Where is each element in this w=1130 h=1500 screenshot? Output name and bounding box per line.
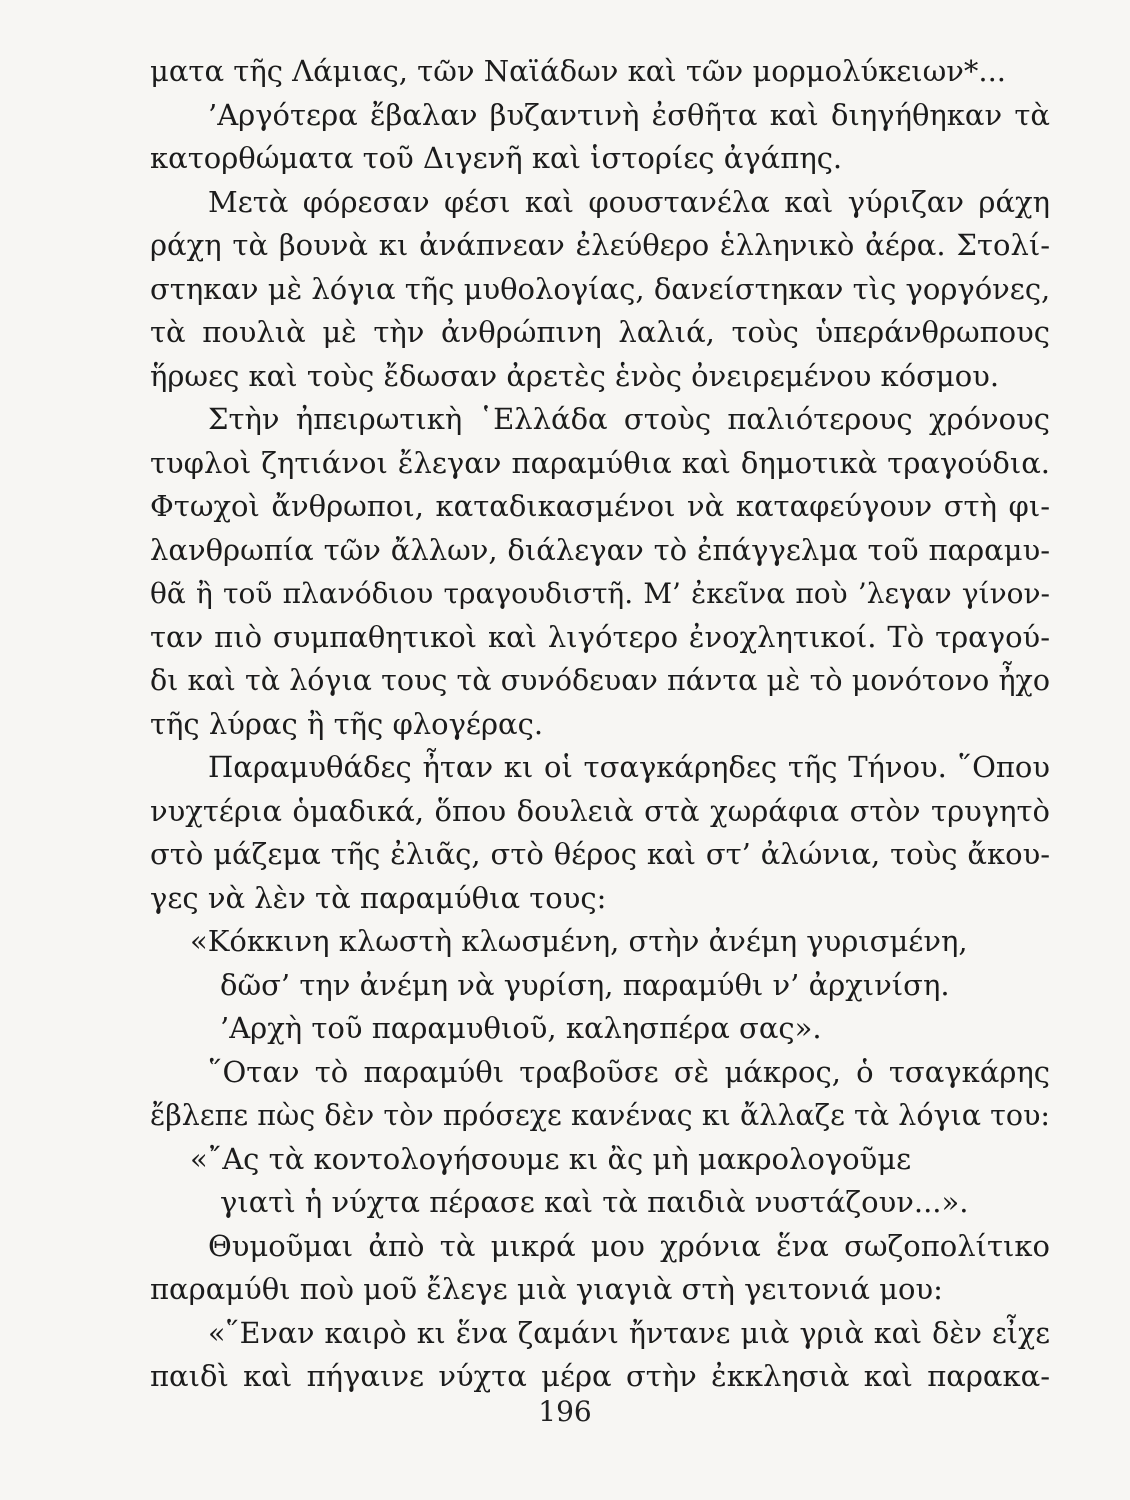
text-line: τὰ πουλιὰ μὲ τὴν ἀνθρώπινη λαλιά, τοὺς ὑπεράνθρωπους [150, 315, 1050, 349]
text-line: ῞Οταν τὸ παραμύθι τραβοῦσε σὲ μάκρος, ὁ τσαγκάρης [208, 1054, 1050, 1089]
text-line: τῆς λύρας ἢ τῆς φλογέρας. [150, 706, 544, 741]
page-text [150, 50, 1050, 1399]
text-line: λανθρωπία τῶν ἄλλων, διάλεγαν τὸ ἐπάγγελμα τοῦ παραμυ- [150, 532, 1050, 567]
text-line: Μετὰ φόρεσαν φέσι καὶ φουστανέλα καὶ γύριζαν ράχη [208, 184, 1050, 219]
text-line: ἔβλεπε πὼς δὲν τὸν πρόσεχε κανένας κι ἄλλαζε τὰ λόγια του: [150, 1099, 1050, 1132]
text-line: παραμύθι ποὺ μοῦ ἔλεγε μιὰ γιαγιὰ στὴ γειτονιά μου: [150, 1272, 943, 1306]
text-line: παιδὶ καὶ πήγαινε νύχτα μέρα στὴν ἐκκλησιὰ καὶ παρακα- [150, 1359, 1050, 1393]
text-line: ράχη τὰ βουνὰ κι ἀνάπνεαν ἐλεύθερο ἑλληνικὸ ἀέρα. Στολί- [150, 228, 1050, 262]
text-line: δῶσ’ την ἀνέμη νὰ γυρίση, παραμύθι ν’ ἀρχινίση. [220, 967, 950, 1002]
text-line: «Κόκκινη κλωστὴ κλωσμένη, στὴν ἀνέμη γυρισμένη, [190, 924, 968, 958]
text-line: τυφλοὶ ζητιάνοι ἔλεγαν παραμύθια καὶ δημοτικὰ τραγούδια. [150, 445, 1050, 480]
text-line: Θυμοῦμαι ἀπὸ τὰ μικρά μου χρόνια ἕνα σωζοπολίτικο [208, 1228, 1050, 1263]
text-line: γες νὰ λὲν τὰ παραμύθια τους: [150, 880, 607, 915]
text-line: ’Αργότερα ἔβαλαν βυζαντινὴ ἐσθῆτα καὶ διηγήθηκαν τὰ [208, 97, 1050, 132]
text-line: ’Αρχὴ τοῦ παραμυθιοῦ, καλησπέρα σας». [220, 1011, 822, 1045]
text-line: θᾶ ἢ τοῦ πλανόδιου τραγουδιστῆ. Μ’ ἐκεῖνα ποὺ ’λεγαν γίνον- [150, 577, 1050, 610]
text-line: νυχτέρια ὁμαδικά, ὅπου δουλειὰ στὰ χωράφια στὸν τρυγητὸ [150, 793, 1050, 828]
page-number: 196 [538, 1395, 592, 1428]
text-line: ταν πιὸ συμπαθητικοὶ καὶ λιγότερο ἐνοχλητικοί. Τὸ τραγού- [150, 619, 1050, 654]
text-line: ἥρωες καὶ τοὺς ἔδωσαν ἀρετὲς ἑνὸς ὀνειρεμένου κόσμου. [150, 358, 1000, 393]
text-line: στὸ μάζεμα τῆς ἐλιᾶς, στὸ θέρος καὶ στ’ ἀλώνια, τοὺς ἄκου- [150, 837, 1050, 871]
text-line: κατορθώματα τοῦ Διγενῆ καὶ ἱστορίες ἀγάπης. [150, 141, 843, 175]
text-line: δι καὶ τὰ λόγια τους τὰ συνόδευαν πάντα μὲ τὸ μονότονο ἦχο [150, 664, 1050, 697]
text-line: γιατὶ ἡ νύχτα πέρασε καὶ τὰ παιδιὰ νυστάζουν...». [220, 1185, 969, 1219]
text-line: «῞Εναν καιρὸ κι ἕνα ζαμάνι ἤντανε μιὰ γριὰ καὶ δὲν εἶχε [208, 1316, 1050, 1350]
text-line: Στὴν ἠπειρωτικὴ ῾Ελλάδα στοὺς παλιότερους χρόνους [208, 402, 1050, 436]
text-line: «῎Ας τὰ κοντολογήσουμε κι ἂς μὴ μακρολογοῦμε [190, 1141, 912, 1176]
text-line: Φτωχοὶ ἄνθρωποι, καταδικασμένοι νὰ καταφεύγουν στὴ φι- [150, 489, 1050, 523]
text-line: ματα τῆς Λάμιας, τῶν Ναϊάδων καὶ τῶν μορμολύκειων*... [150, 54, 1007, 88]
text-line: στηκαν μὲ λόγια τῆς μυθολογίας, δανείστηκαν τὶς γοργόνες, [150, 271, 1051, 306]
text-line: Παραμυθάδες ἦταν κι οἱ τσαγκάρηδες τῆς Τήνου. ῞Οπου [208, 750, 1050, 784]
